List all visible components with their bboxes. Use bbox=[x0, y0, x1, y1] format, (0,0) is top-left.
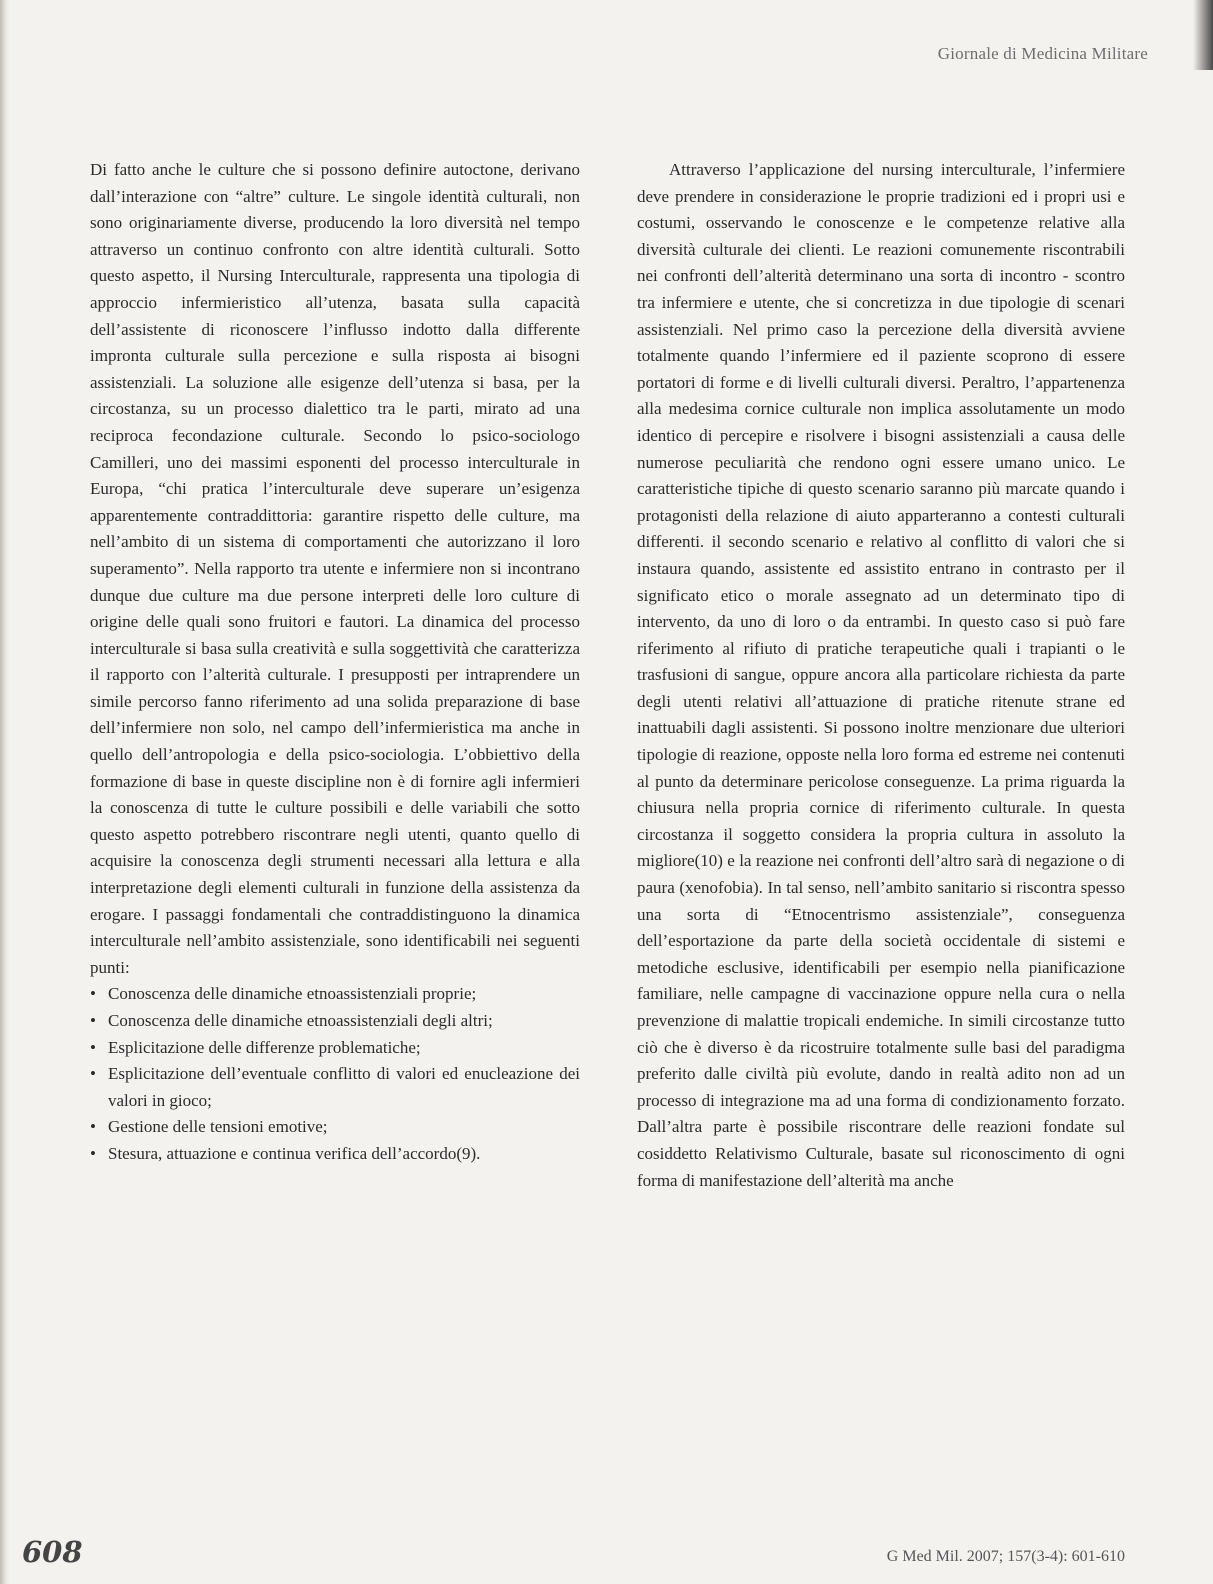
bullet-list bbox=[90, 981, 580, 1167]
bullet-icon: • bbox=[90, 1117, 96, 1137]
left-column bbox=[90, 157, 580, 1168]
list-item: • Stesura, attuazione e continua verifica dell’accordo(9). bbox=[90, 1141, 580, 1168]
right-column-paragraph: Attraverso l’applicazione del nursing interculturale, l’infermiere deve prendere in considerazione le proprie tradizioni ed i propri usi e costumi, osservando le conoscenze e le competenze relative alla diversità culturale dei clienti. Le reazioni comunemente riscontrabili nei confronti dell’alterità determinano una sorta di incontro - scontro tra infermiere e utente, che si concretizza in due tipologie di scenari assistenziali. Nel primo caso la percezione della diversità avviene totalmente quando l’infermiere ed il paziente scoprono di essere portatori di forme e di livelli culturali diversi. Peraltro, l’appartenenza alla medesima cornice culturale non implica assolutamente un modo identico di percepire e risolvere i bisogni assistenziali a causa delle numerose peculiarità che rendono ogni essere umano unico. Le caratteristiche tipiche di questo scenario saranno più marcate quando i protagonisti della relazione di aiuto apparteranno a contesti culturali differenti. il secondo scenario e relativo al conflitto di valori che si instaura quando, assistente ed assistito entrano in contrasto per il significato etico o morale assegnato ad un determinato tipo di intervento, da uno di loro o da entrambi. In questo caso si può fare riferimento al rifiuto di pratiche terapeutiche quali i trapianti o le trasfusioni di sangue, oppure ancora alla particolare richiesta da parte degli utenti relativi all’attuazione di pratiche ritenute strane ed inattuabili dagli assistenti. Si possono inoltre menzionare due ulteriori tipologie di reazione, opposte nella loro forma ed estreme nei contenuti al punto da determinare pericolose conseguenze. La prima riguarda la chiusura nella propria cornice di riferimento culturale. In questa circostanza il soggetto considera la propria cultura in assoluto la migliore(10) e la reazione nei confronti dell’altro sarà di negazione o di paura (xenofobia). In tal senso, nell’ambito sanitario si riscontra spesso una sorta di “Etnocentrismo assistenziale”, conseguenza dell’esportazione da parte della società occidentale di sistemi e metodiche esclusive, identificabili per esempio nella pianificazione familiare, nelle campagne di vaccinazione oppure nella cura o nella prevenzione di malattie tropicali endemiche. In simili circostanze tutto ciò che è diverso è da ricostruire totalmente sulle basi del paradigma preferito dalle civiltà più evolute, dando in realtà adito non ad un processo di integrazione ma ad una forma di condizionamento forzato. Dall’altra parte è possibile riscontrare delle reazioni fondate sul cosiddetto Relativismo Culturale, basate sul riconoscimento di ogni forma di manifestazione dell’alterità ma anche bbox=[637, 160, 1125, 1190]
page-number: 608 bbox=[22, 1535, 83, 1569]
bullet-icon: • bbox=[90, 1143, 96, 1163]
page-binding-shadow bbox=[0, 0, 10, 1584]
bullet-icon: • bbox=[90, 984, 96, 1004]
list-item: • Conoscenza delle dinamiche etnoassistenziali proprie; bbox=[90, 981, 580, 1008]
right-column bbox=[637, 157, 1125, 1194]
list-item: • Esplicitazione delle differenze problematiche; bbox=[90, 1035, 580, 1062]
left-column-paragraph: Di fatto anche le culture che si possono definire autoctone, derivano dall’interazione con “altre” culture. Le singole identità culturali, non sono originariamente diverse, producendo la loro diversità nel tempo attraverso un continuo confronto con altre identità culturali. Sotto questo aspetto, il Nursing Interculturale, rappresenta una tipologia di approccio infermieristico all’utenza, basata sulla capacità dell’assistente di riconoscere l’influsso indotto dalla differente impronta culturale sulla percezione e sulla risposta ai bisogni assistenziali. La soluzione alle esigenze dell’utenza si basa, per la circostanza, su un processo dialettico tra le parti, mirato ad una reciproca fecondazione culturale. Secondo lo psico-sociologo Camilleri, uno dei massimi esponenti del processo interculturale in Europa, “chi pratica l’interculturale deve superare un’esigenza apparentemente contraddittoria: garantire rispetto delle culture, ma nell’ambito di un sistema di comportamenti che autorizzano il loro superamento”. Nella rapporto tra utente e infermiere non si incontrano dunque due culture ma due persone interpreti delle loro culture di origine delle quali sono fruitori e fautori. La dinamica del processo interculturale si basa sulla creatività e sulla soggettività che caratterizza il rapporto con l’alterità culturale. I presupposti per intraprendere un simile percorso fanno riferimento ad una solida preparazione di base dell’infermiere non solo, nel campo dell’infermieristica ma anche in quello dell’antropologia e della psico-sociologia. L’obbiettivo della formazione di base in queste discipline non è di fornire agli infermieri la conoscenza di tutte le culture possibili e delle variabili che sotto questo aspetto potrebbero riscontrare negli utenti, quanto quello di acquisire la conoscenza degli strumenti necessari alla lettura e alla interpretazione degli elementi culturali in funzione della assistenza da erogare. I passaggi fondamentali che contraddistinguono la dinamica interculturale nell’ambito assistenziale, sono identificabili nei seguenti punti: bbox=[90, 160, 580, 977]
list-item: • Conoscenza delle dinamiche etnoassistenziali degli altri; bbox=[90, 1008, 580, 1035]
list-item: • Gestione delle tensioni emotive; bbox=[90, 1114, 580, 1141]
page-corner-shadow bbox=[1193, 0, 1213, 70]
bullet-icon: • bbox=[90, 1064, 96, 1084]
list-item: • Esplicitazione dell’eventuale conflitto di valori ed enucleazione dei valori in gioco; bbox=[90, 1061, 580, 1114]
bullet-icon: • bbox=[90, 1011, 96, 1030]
journal-citation: G Med Mil. 2007; 157(3-4): 601-610 bbox=[886, 1548, 1125, 1565]
bullet-icon: • bbox=[90, 1037, 96, 1057]
journal-header: Giornale di Medicina Militare bbox=[937, 44, 1148, 63]
